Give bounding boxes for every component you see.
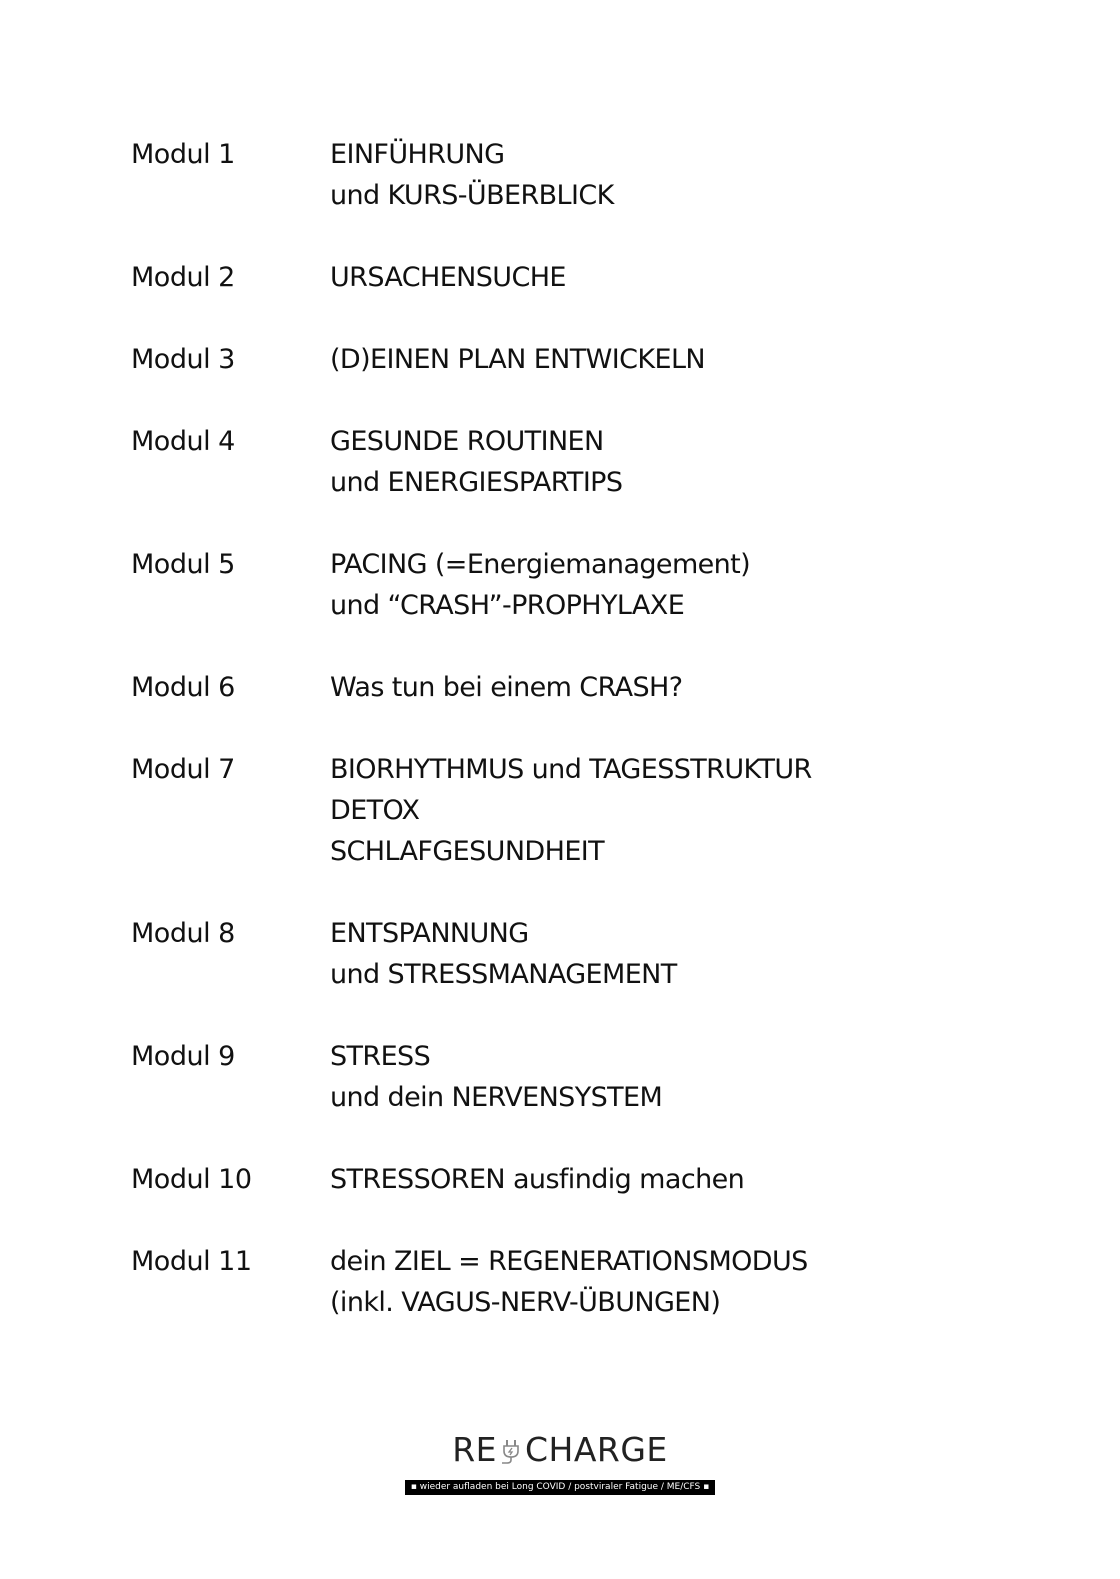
module-row bbox=[131, 339, 1031, 380]
module-title bbox=[330, 257, 566, 298]
logo-word-left: RE bbox=[452, 1430, 497, 1469]
plug-icon bbox=[498, 1435, 524, 1465]
module-title-line: EINFÜHRUNG bbox=[330, 139, 505, 170]
module-title bbox=[330, 134, 614, 216]
module-title bbox=[330, 421, 622, 503]
module-title-line: und dein NERVENSYSTEM bbox=[330, 1082, 663, 1113]
module-label: Modul 8 bbox=[131, 918, 235, 949]
module-title-line: und KURS-ÜBERBLICK bbox=[330, 180, 614, 211]
module-label: Modul 6 bbox=[131, 672, 235, 703]
module-title bbox=[330, 1036, 662, 1118]
module-label: Modul 7 bbox=[131, 754, 235, 785]
logo-word-right: CHARGE bbox=[524, 1430, 668, 1469]
module-label: Modul 10 bbox=[131, 1164, 252, 1195]
module-title-line: (inkl. VAGUS-NERV-ÜBUNGEN) bbox=[330, 1287, 721, 1318]
module-label: Modul 5 bbox=[131, 549, 235, 580]
module-row bbox=[131, 134, 1031, 216]
module-title-line: Was tun bei einem CRASH? bbox=[330, 672, 683, 703]
module-title-line: (D)EINEN PLAN ENTWICKELN bbox=[330, 344, 705, 375]
module-row bbox=[131, 667, 1031, 708]
module-title-line: und ENERGIESPARTIPS bbox=[330, 467, 623, 498]
module-title bbox=[330, 913, 677, 995]
module-label: Modul 1 bbox=[131, 139, 235, 170]
module-label: Modul 2 bbox=[131, 262, 235, 293]
module-list bbox=[131, 134, 1031, 1364]
module-row bbox=[131, 749, 1031, 872]
module-row bbox=[131, 913, 1031, 995]
module-label: Modul 3 bbox=[131, 344, 235, 375]
module-title-line: GESUNDE ROUTINEN bbox=[330, 426, 604, 457]
module-title-line: ENTSPANNUNG bbox=[330, 918, 529, 949]
module-title bbox=[330, 339, 705, 380]
module-title-line: DETOX bbox=[330, 795, 420, 826]
module-title-line: und STRESSMANAGEMENT bbox=[330, 959, 677, 990]
module-title bbox=[330, 749, 812, 872]
module-title bbox=[330, 1159, 744, 1200]
module-title-line: dein ZIEL = REGENERATIONSMODUS bbox=[330, 1246, 808, 1277]
module-title-line: PACING (=Energiemanagement) bbox=[330, 549, 751, 580]
module-title bbox=[330, 1241, 808, 1323]
logo-wordmark bbox=[452, 1430, 668, 1470]
module-row bbox=[131, 1036, 1031, 1118]
module-title-line: URSACHENSUCHE bbox=[330, 262, 566, 293]
module-title bbox=[330, 667, 682, 708]
module-label: Modul 11 bbox=[131, 1246, 252, 1277]
module-row bbox=[131, 421, 1031, 503]
module-row bbox=[131, 544, 1031, 626]
module-title bbox=[330, 544, 750, 626]
module-row bbox=[131, 1241, 1031, 1323]
module-title-line: und “CRASH”-PROPHYLAXE bbox=[330, 590, 685, 621]
module-title-line: BIORHYTHMUS und TAGESSTRUKTUR bbox=[330, 754, 812, 785]
module-row bbox=[131, 257, 1031, 298]
module-title-line: SCHLAFGESUNDHEIT bbox=[330, 836, 605, 867]
module-label: Modul 9 bbox=[131, 1041, 235, 1072]
recharge-logo bbox=[0, 1430, 1120, 1495]
module-title-line: STRESSOREN ausfindig machen bbox=[330, 1164, 745, 1195]
module-title-line: STRESS bbox=[330, 1041, 431, 1072]
logo-tagline: ▪ wieder aufladen bei Long COVID / postviraler Fatigue / ME/CFS ▪ bbox=[405, 1480, 716, 1495]
module-label: Modul 4 bbox=[131, 426, 235, 457]
module-row bbox=[131, 1159, 1031, 1200]
